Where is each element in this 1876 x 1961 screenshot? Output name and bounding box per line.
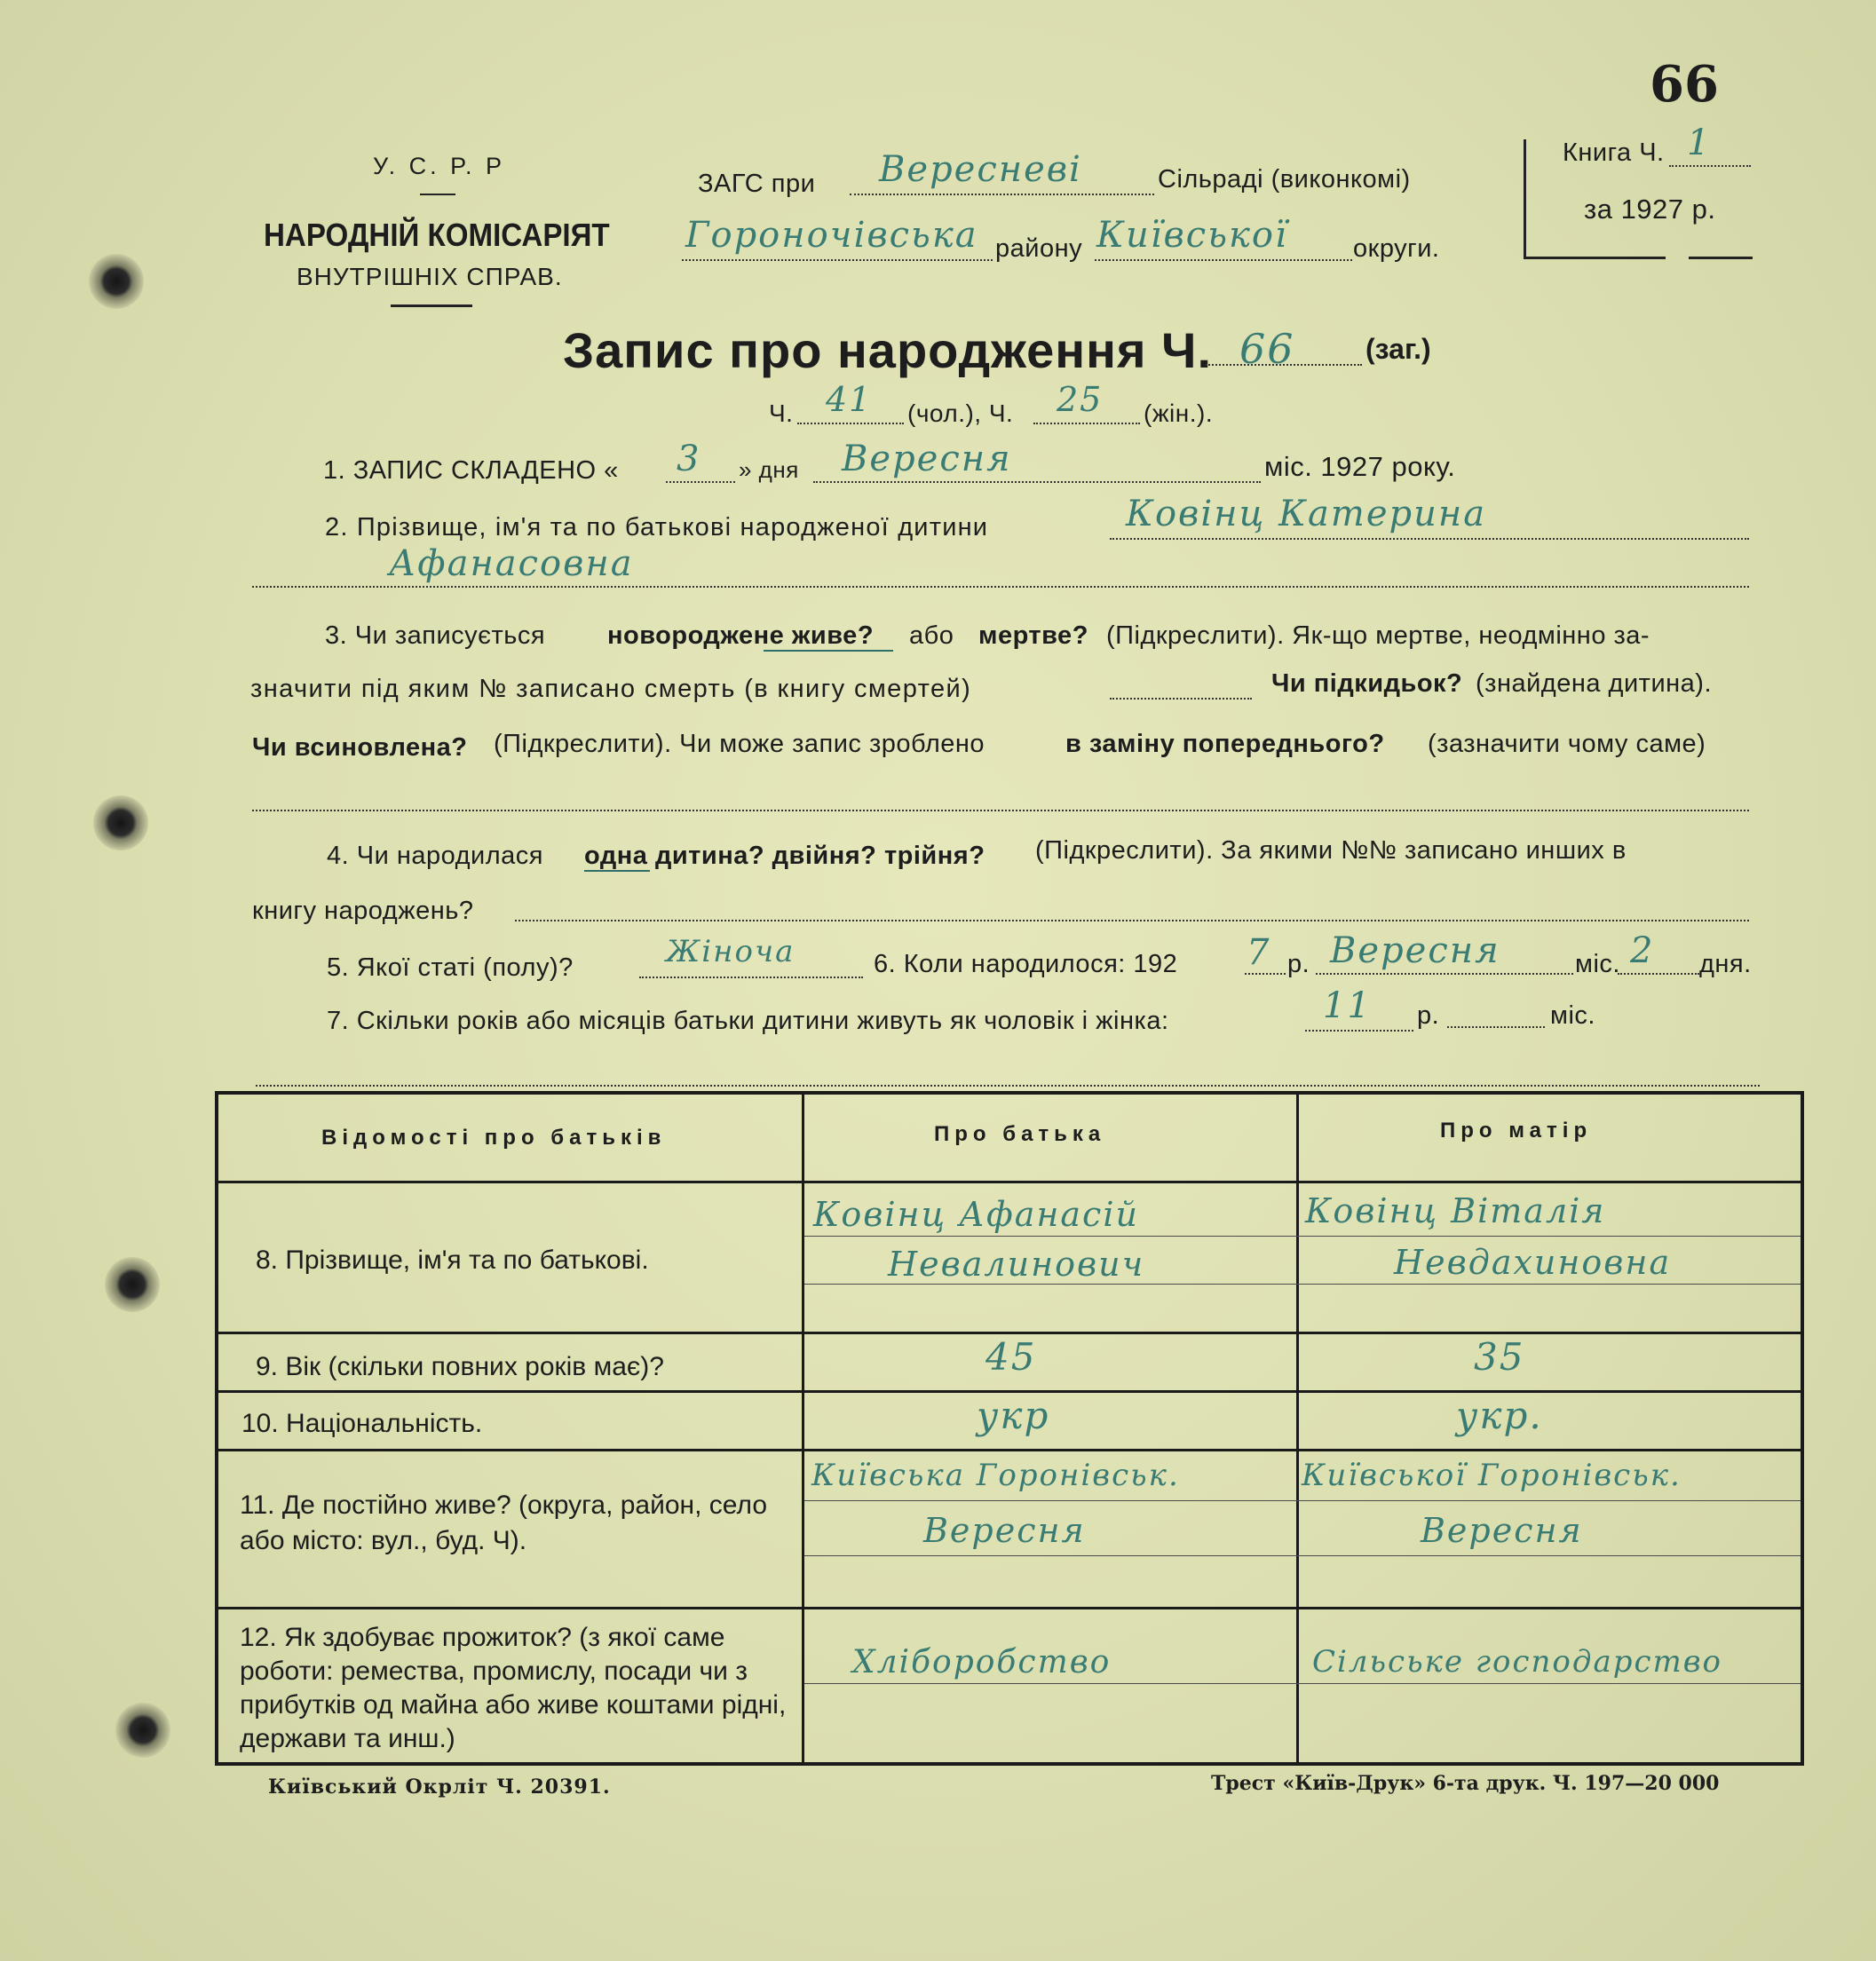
female-number-line [1033,423,1140,424]
underline-single [584,870,650,872]
mother-residence-line1: Київської Горонівськ. [1302,1458,1682,1493]
mother-occupation: Сільське господарство [1312,1644,1723,1680]
underline-alive [764,650,893,652]
divider [420,194,455,195]
field7-label: 7. Скільки років або місяців батьки дитини живуть як чоловік і жінка: [327,1007,1169,1035]
field3-line1c: або [909,621,954,650]
record-title: Запис про народження Ч. [563,322,1213,378]
field1-end: міс. 1927 року. [1264,451,1456,482]
record-suffix: (заг.) [1365,333,1431,365]
writing-rule [804,1236,1801,1237]
female-label: (жін.). [1144,399,1214,427]
field1-day: 3 [677,439,701,479]
okrug-line [1095,259,1352,261]
field4-line1a: 4. Чи народилася [327,842,543,870]
mother-name-line2: Невдахиновна [1394,1243,1672,1282]
field5-label: 5. Якої статі (полу)? [327,953,574,982]
field1-mid: » дня [739,456,799,483]
page-number: 66 [1650,55,1719,114]
punch-hole [93,795,148,850]
field6-month-line [1316,973,1573,975]
table-col-divider [802,1095,804,1762]
field3-line1e: (Підкреслити). Як-що мертве, неодмінно за- [1106,621,1650,650]
father-name-line2: Невалинович [888,1245,1145,1284]
child-name-line2: Афанасовна [389,543,634,584]
field1-month: Вересня [842,439,1012,479]
ussr-label: У. С. Р. Р [373,153,505,179]
field3-line3b: (Підкреслити). Чи може запис зроблено [494,730,985,758]
field5-line [639,977,863,978]
book-label: Книга Ч. [1563,138,1665,167]
writing-rule [804,1500,1801,1501]
field3-line2c: (знайдена дитина). [1476,669,1713,698]
field3-adopted: Чи всиновлена? [252,733,468,762]
book-box-bottom-border [1524,257,1666,259]
row-label-name: 8. Прізвище, ім'я та по батькові. [256,1245,649,1275]
birth-month: Вересня [1330,930,1500,971]
table-row-divider [218,1181,1801,1183]
field3-line2a: значити під яким № записано смерть (в книгу смертей) [250,675,972,703]
child-sex: Жіноча [666,934,796,969]
book-year: за 1927 р. [1584,194,1716,225]
field4-options: одна дитина? двійня? трійня? [584,842,985,870]
district-value: Гороночівська [685,215,978,256]
village-line [850,194,1154,195]
male-number-line [797,423,904,424]
male-prefix: Ч. [769,399,794,427]
father-age: 45 [985,1335,1037,1379]
marriage-years: 11 [1323,985,1372,1026]
punch-hole [105,1257,160,1312]
birth-year-digit: 7 [1247,932,1271,973]
field4-line [515,920,1749,921]
father-occupation: Хліборобство [852,1644,1112,1680]
row-label-nationality: 10. Національність. [241,1409,483,1438]
row-label-residence: 11. Де постійно живе? (округа, район, село або місто: вул., буд. Ч). [240,1491,768,1555]
field7-r: р. [1417,1001,1440,1030]
field7-mis: міс. [1550,1001,1595,1030]
table-row-divider [218,1390,1801,1393]
department-label: ВНУТРІШНІХ СПРАВ. [297,263,563,290]
field7-line2 [256,1085,1760,1087]
child-name-line1: Ковінц Катерина [1126,494,1487,534]
field4-line1c: (Підкреслити). За якими №№ записано инших в [1035,836,1627,865]
field6-dnia: дня. [1699,950,1752,978]
commissariat-label: НАРОДНІЙ КОМІСАРІЯТ [264,217,610,253]
father-name-line1: Ковінц Афанасій [813,1195,1139,1234]
field7-years-line [1305,1030,1413,1032]
mother-residence-line2: Вересня [1421,1511,1583,1550]
father-residence-line2: Вересня [923,1511,1086,1550]
field1-day-line [666,481,735,483]
punch-hole [89,254,144,309]
field1-month-line [813,481,1261,483]
zags-prefix: ЗАГС при [698,170,816,198]
okrug-label: округи. [1353,234,1440,263]
writing-rule [804,1555,1801,1556]
male-number: 41 [826,380,873,419]
punch-hole [115,1703,170,1758]
footer-right: Трест «Київ-Друк» 6-та друк. Ч. 197—20 000 [1211,1772,1720,1795]
district-label: району [995,234,1083,263]
field4-line2: книгу народжень? [252,897,474,925]
row-label-occupation: 12. Як здобуває прожиток? (з якої саме роботи: ремества, промислу, посади чи з прибутків од майна або живе коштами рідні, держави та инш.) [240,1623,787,1753]
field6-mis: міс. [1575,950,1620,978]
table-row-divider [218,1449,1801,1451]
field6-r: р. [1287,950,1310,978]
district-line [682,259,993,261]
book-number-line [1669,165,1751,167]
field3-line3d: (зазначити чому саме) [1428,730,1706,758]
mother-age: 35 [1474,1335,1525,1379]
field3-line4 [252,810,1749,811]
field6-day-line [1618,973,1699,975]
birth-day: 2 [1630,930,1655,971]
council-label: Сільраді (виконкомі) [1158,165,1411,194]
book-number: 1 [1687,123,1712,163]
divider [391,304,472,307]
female-number: 25 [1057,380,1104,419]
header-parents-info: Відомості про батьків [321,1126,667,1150]
book-box-bottom-border [1689,257,1753,259]
field7-months-line [1447,1026,1545,1028]
record-number: 66 [1239,325,1295,373]
mother-name-line1: Ковінц Віталія [1305,1191,1606,1230]
table-col-divider [1296,1095,1299,1762]
field3-replacement: в заміну попереднього? [1065,730,1385,758]
header-mother: Про матір [1440,1119,1593,1143]
header-father: Про батька [934,1122,1106,1146]
table-row-divider [218,1332,1801,1334]
field2-line1 [1110,538,1749,540]
field3-death-line [1110,698,1252,700]
field6-year-line [1245,973,1286,975]
table-row-divider [218,1607,1801,1609]
mother-nationality: укр. [1456,1394,1543,1437]
field3-alive-option: новороджене живе? [607,621,875,650]
father-nationality: укр [977,1394,1050,1437]
row-label-age: 9. Вік (скільки повних років має)? [256,1352,664,1381]
field2-line2 [252,586,1749,588]
field3-dead-option: мертве? [978,621,1088,650]
writing-rule [804,1683,1801,1684]
village-value: Вересневі [879,149,1082,190]
father-residence-line1: Київська Горонівськ. [811,1458,1180,1493]
field2-label: 2. Прізвище, ім'я та по батькові народженої дитини [325,513,989,542]
book-box-left-border [1524,139,1526,258]
field1-label: 1. ЗАПИС СКЛАДЕНО « [323,456,619,485]
field3-line1a: 3. Чи записується [325,621,546,650]
writing-rule [804,1284,1801,1285]
male-label: (чол.), Ч. [907,399,1014,427]
field6-label: 6. Коли народилося: 192 [874,950,1178,978]
field3-foundling: Чи підкидьок? [1271,669,1463,698]
okrug-value: Київської [1096,215,1288,256]
footer-left: Київський Окрліт Ч. 20391. [268,1775,611,1799]
